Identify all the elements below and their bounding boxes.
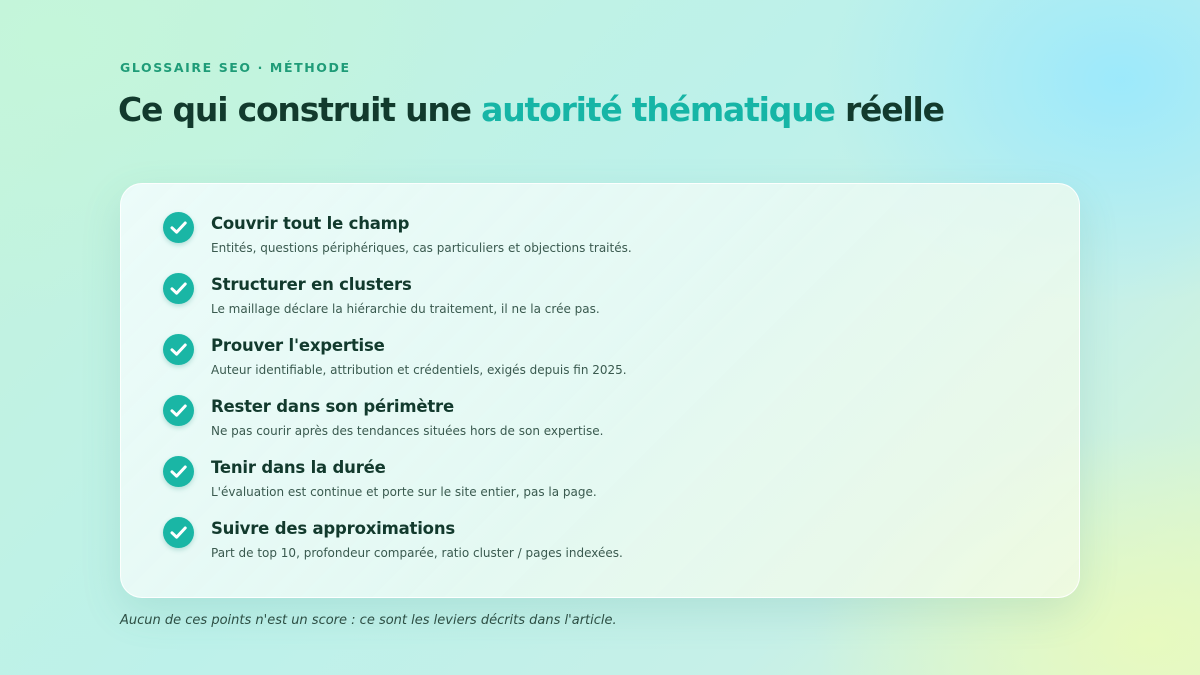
checklist-item [163, 245, 1023, 316]
page-title [118, 86, 944, 134]
check-circle-icon [163, 395, 194, 426]
item-title: Rester dans son périmètre [211, 397, 454, 416]
check-circle-icon [163, 456, 194, 487]
title-end: réelle [834, 90, 944, 129]
title-start: Ce qui construit une [118, 90, 482, 129]
item-title: Structurer en clusters [211, 275, 412, 294]
checklist-item [163, 428, 1023, 499]
item-description: Ne pas courir après des tendances situées hors de son expertise. [211, 424, 604, 438]
item-description: Auteur identifiable, attribution et crédentiels, exigés depuis fin 2025. [211, 363, 627, 377]
checklist-item [163, 489, 1023, 560]
checklist-card [120, 183, 1080, 598]
item-description: Le maillage déclare la hiérarchie du traitement, il ne la crée pas. [211, 302, 600, 316]
item-description: Part de top 10, profondeur comparée, ratio cluster / pages indexées. [211, 546, 623, 560]
item-title: Couvrir tout le champ [211, 214, 410, 233]
footnote: Aucun de ces points n'est un score : ce sont les leviers décrits dans l'article. [120, 613, 617, 628]
check-circle-icon [163, 273, 194, 304]
item-title: Tenir dans la durée [211, 458, 386, 477]
title-accent: autorité thématique [481, 90, 835, 129]
check-circle-icon [163, 334, 194, 365]
checklist-item [163, 184, 1023, 255]
item-title: Prouver l'expertise [211, 336, 385, 355]
checklist-item [163, 306, 1023, 377]
eyebrow-label: GLOSSAIRE SEO · MÉTHODE [120, 60, 351, 75]
check-circle-icon [163, 212, 194, 243]
item-description: Entités, questions périphériques, cas particuliers et objections traités. [211, 241, 632, 255]
check-circle-icon [163, 517, 194, 548]
item-description: L'évaluation est continue et porte sur le site entier, pas la page. [211, 485, 597, 499]
checklist-item [163, 367, 1023, 438]
item-title: Suivre des approximations [211, 519, 455, 538]
